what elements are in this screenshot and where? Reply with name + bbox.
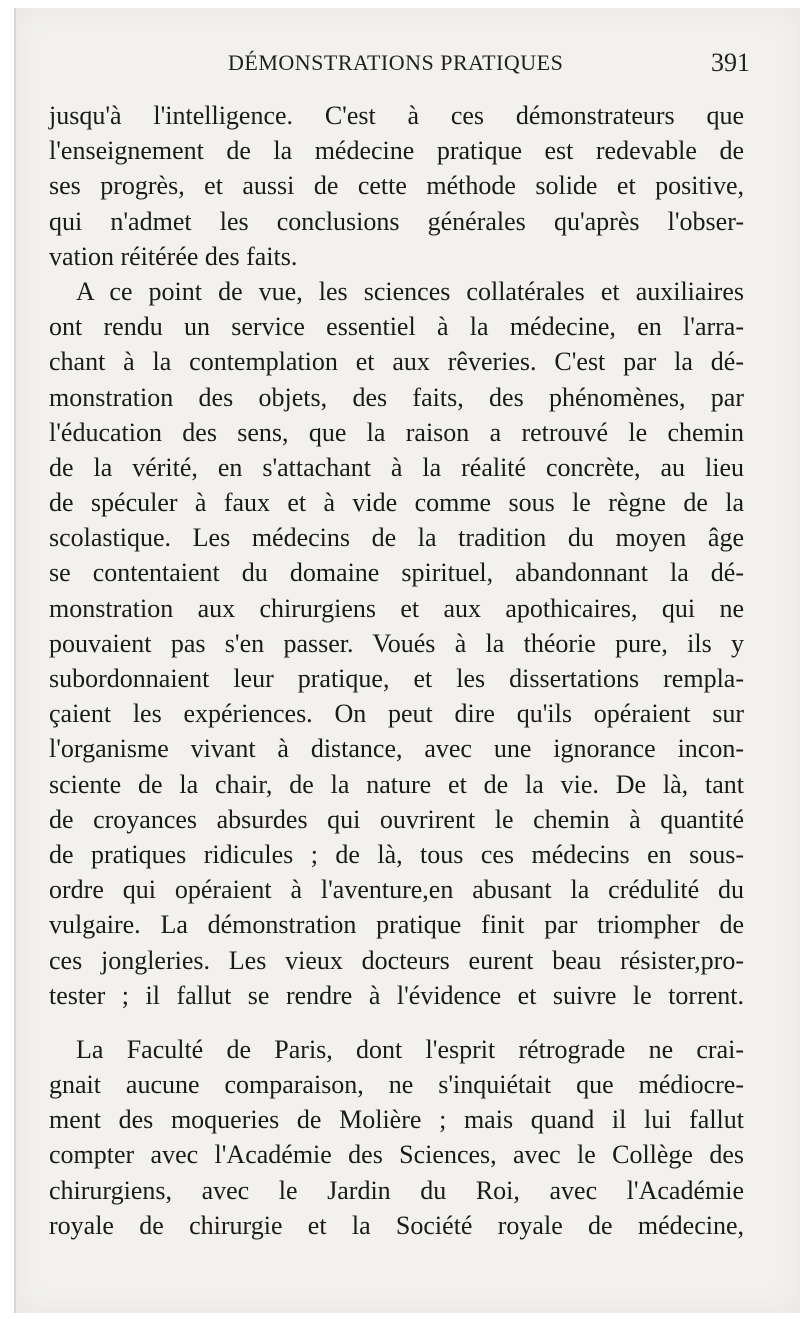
paragraph-1 (49, 98, 744, 274)
text-line: de pratiques ridicules ; de là, tous ces médecins en sous- (49, 839, 744, 869)
text-line: pouvaient pas s'en passer. Voués à la théorie pure, ils y (49, 628, 744, 658)
text-line: compter avec l'Académie des Sciences, avec le Collège des (49, 1140, 744, 1170)
text-line: de spéculer à faux et à vide comme sous le règne de la (49, 488, 744, 518)
text-line: A ce point de vue, les sciences collatérales et auxiliaires (76, 276, 744, 306)
page-header (14, 50, 800, 86)
text-line: La Faculté de Paris, dont l'esprit rétrograde ne crai- (76, 1034, 744, 1064)
text-line: çaient les expériences. On peut dire qu'ils opéraient sur (49, 699, 744, 729)
page-number: 391 (711, 48, 750, 77)
text-line: de croyances absurdes qui ouvrirent le chemin à quantité (49, 804, 744, 834)
text-line: ment des moqueries de Molière ; mais quand il lui fallut (49, 1105, 744, 1135)
text-line: scolastique. Les médecins de la tradition du moyen âge (49, 523, 744, 553)
text-line: qui n'admet les conclusions générales qu'après l'obser- (49, 206, 744, 236)
body-text (49, 98, 744, 1243)
text-line: l'organisme vivant à distance, avec une ignorance incon- (49, 734, 744, 764)
paragraph-3 (49, 1032, 744, 1243)
text-line: royale de chirurgie et la Société royale de médecine, (49, 1210, 744, 1240)
page-edge (14, 8, 16, 1313)
text-line: tester ; il fallut se rendre à l'évidence et suivre le torrent. (49, 980, 744, 1010)
text-line: vulgaire. La démonstration pratique finit par triompher de (49, 910, 744, 940)
text-line: ordre qui opéraient à l'aventure,en abusant la crédulité du (49, 875, 744, 905)
text-line: chant à la contemplation et aux rêveries. C'est par la dé- (49, 347, 744, 377)
text-line: l'enseignement de la médecine pratique est redevable de (49, 136, 744, 166)
text-line: l'éducation des sens, que la raison a retrouvé le chemin (49, 417, 744, 447)
text-line: chirurgiens, avec le Jardin du Roi, avec l'Académie (49, 1175, 744, 1205)
text-line: se contentaient du domaine spirituel, abandonnant la dé- (49, 558, 744, 588)
paragraph-2 (49, 274, 744, 1013)
text-line: subordonnaient leur pratique, et les dissertations rempla- (49, 664, 744, 693)
running-title: DÉMONSTRATIONS PRATIQUES (228, 50, 564, 75)
text-line: de la vérité, en s'attachant à la réalité concrète, au lieu (49, 452, 744, 482)
text-line: ont rendu un service essentiel à la médecine, en l'arra- (49, 312, 744, 342)
text-line: ses progrès, et aussi de cette méthode solide et positive, (49, 171, 744, 201)
paragraph-gap (49, 1013, 744, 1032)
text-line: monstration aux chirurgiens et aux apothicaires, qui ne (49, 593, 744, 623)
text-line: vation réitérée des faits. (49, 241, 298, 271)
text-line: jusqu'à l'intelligence. C'est à ces démonstrateurs que (49, 101, 744, 130)
text-line: ces jongleries. Les vieux docteurs eurent beau résister,pro- (49, 945, 744, 975)
text-line: sciente de la chair, de la nature et de la vie. De là, tant (49, 769, 744, 799)
text-line: monstration des objets, des faits, des phénomènes, par (49, 382, 744, 412)
text-line: gnait aucune comparaison, ne s'inquiétait que médiocre- (49, 1070, 744, 1100)
book-page (14, 8, 800, 1313)
